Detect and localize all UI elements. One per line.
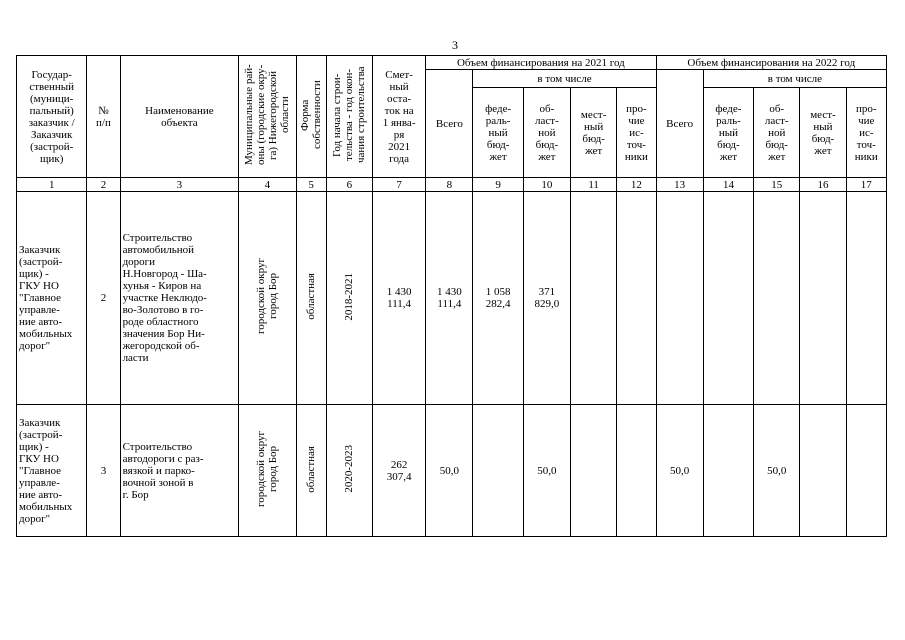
header-estimate: Смет- ный оста- ток на 1 янва- ря 2021 года bbox=[372, 56, 425, 178]
column-number: 12 bbox=[617, 178, 656, 192]
federal-2022-cell bbox=[703, 405, 753, 537]
federal-2022-cell bbox=[703, 192, 753, 405]
header-num: № п/п bbox=[87, 56, 120, 178]
column-number: 10 bbox=[523, 178, 570, 192]
column-number: 9 bbox=[473, 178, 523, 192]
column-number: 8 bbox=[426, 178, 473, 192]
header-incl-2021: в том числе bbox=[473, 70, 656, 88]
header-other-2021: про- чие ис- точ- ники bbox=[617, 88, 656, 178]
header-years: Год начала строи- тельства - год окон- чания строительства bbox=[326, 56, 372, 178]
header-fin-2022: Объем финансирования на 2022 год bbox=[656, 56, 886, 70]
municipality-cell: городской округ город Бор bbox=[239, 405, 296, 537]
header-federal-2021: феде- раль- ный бюд- жет bbox=[473, 88, 523, 178]
years-cell: 2018-2021 bbox=[326, 192, 372, 405]
column-number: 13 bbox=[656, 178, 703, 192]
column-number: 4 bbox=[239, 178, 296, 192]
object-cell: Строительство автомобильной дороги Н.Новгород - Ша- хунья - Киров на участке Неклюдо- во-Золотово в го- роде областного значения Бор Ни- жегородской об- ласти bbox=[120, 192, 239, 405]
header-other-2022: про- чие ис- точ- ники bbox=[846, 88, 886, 178]
column-number: 16 bbox=[800, 178, 846, 192]
column-number: 6 bbox=[326, 178, 372, 192]
ownership-cell: областная bbox=[296, 405, 326, 537]
column-number: 14 bbox=[703, 178, 753, 192]
local-2022-cell bbox=[800, 405, 846, 537]
column-number: 2 bbox=[87, 178, 120, 192]
column-number: 11 bbox=[571, 178, 617, 192]
header-object: Наименование объекта bbox=[120, 56, 239, 178]
years-cell: 2020-2023 bbox=[326, 405, 372, 537]
customer-cell: Заказчик (застрой- щик) - ГКУ НО "Главное управле- ние авто- мобильных дорог" bbox=[17, 192, 87, 405]
header-fin-2021: Объем финансирования на 2021 год bbox=[426, 56, 656, 70]
table-row bbox=[17, 192, 887, 405]
header-regional-2021: об- ласт- ной бюд- жет bbox=[523, 88, 570, 178]
local-2021-cell bbox=[571, 405, 617, 537]
local-2022-cell bbox=[800, 192, 846, 405]
column-number-row bbox=[17, 178, 887, 192]
column-number: 3 bbox=[120, 178, 239, 192]
page-number: 3 bbox=[452, 38, 458, 52]
object-cell: Строительство автодороги с раз- вязкой и парко- вочной зоной в г. Бор bbox=[120, 405, 239, 537]
num-cell: 2 bbox=[87, 192, 120, 405]
estimate-cell: 1 430 111,4 bbox=[372, 192, 425, 405]
header-municipality: Муниципальные рай- оны (городские окру- га) Нижегородской области bbox=[239, 56, 296, 178]
local-2021-cell bbox=[571, 192, 617, 405]
total-2022-cell bbox=[656, 192, 703, 405]
header-local-2021: мест- ный бюд- жет bbox=[571, 88, 617, 178]
other-2021-cell bbox=[617, 405, 656, 537]
regional-2021-cell: 50,0 bbox=[523, 405, 570, 537]
header-incl-2022: в том числе bbox=[703, 70, 886, 88]
regional-2022-cell bbox=[754, 192, 800, 405]
header-total-2021: Всего bbox=[426, 70, 473, 178]
other-2021-cell bbox=[617, 192, 656, 405]
federal-2021-cell: 1 058 282,4 bbox=[473, 192, 523, 405]
total-2021-cell: 50,0 bbox=[426, 405, 473, 537]
total-2022-cell: 50,0 bbox=[656, 405, 703, 537]
regional-2021-cell: 371 829,0 bbox=[523, 192, 570, 405]
header-total-2022: Всего bbox=[656, 70, 703, 178]
column-number: 7 bbox=[372, 178, 425, 192]
regional-2022-cell: 50,0 bbox=[754, 405, 800, 537]
other-2022-cell bbox=[846, 405, 886, 537]
table-row bbox=[17, 405, 887, 537]
financing-table bbox=[16, 55, 887, 537]
header-local-2022: мест- ный бюд- жет bbox=[800, 88, 846, 178]
total-2021-cell: 1 430 111,4 bbox=[426, 192, 473, 405]
num-cell: 3 bbox=[87, 405, 120, 537]
column-number: 15 bbox=[754, 178, 800, 192]
federal-2021-cell bbox=[473, 405, 523, 537]
estimate-cell: 262 307,4 bbox=[372, 405, 425, 537]
header-federal-2022: феде- раль- ный бюд- жет bbox=[703, 88, 753, 178]
header-regional-2022: об- ласт- ной бюд- жет bbox=[754, 88, 800, 178]
customer-cell: Заказчик (застрой- щик) - ГКУ НО "Главное управле- ние авто- мобильных дорог" bbox=[17, 405, 87, 537]
ownership-cell: областная bbox=[296, 192, 326, 405]
header-customer: Государ- ственный (муници- пальный) заказчик / Заказчик (застрой- щик) bbox=[17, 56, 87, 178]
column-number: 17 bbox=[846, 178, 886, 192]
header-ownership: Форма собственности bbox=[296, 56, 326, 178]
other-2022-cell bbox=[846, 192, 886, 405]
column-number: 1 bbox=[17, 178, 87, 192]
municipality-cell: городской округ город Бор bbox=[239, 192, 296, 405]
column-number: 5 bbox=[296, 178, 326, 192]
